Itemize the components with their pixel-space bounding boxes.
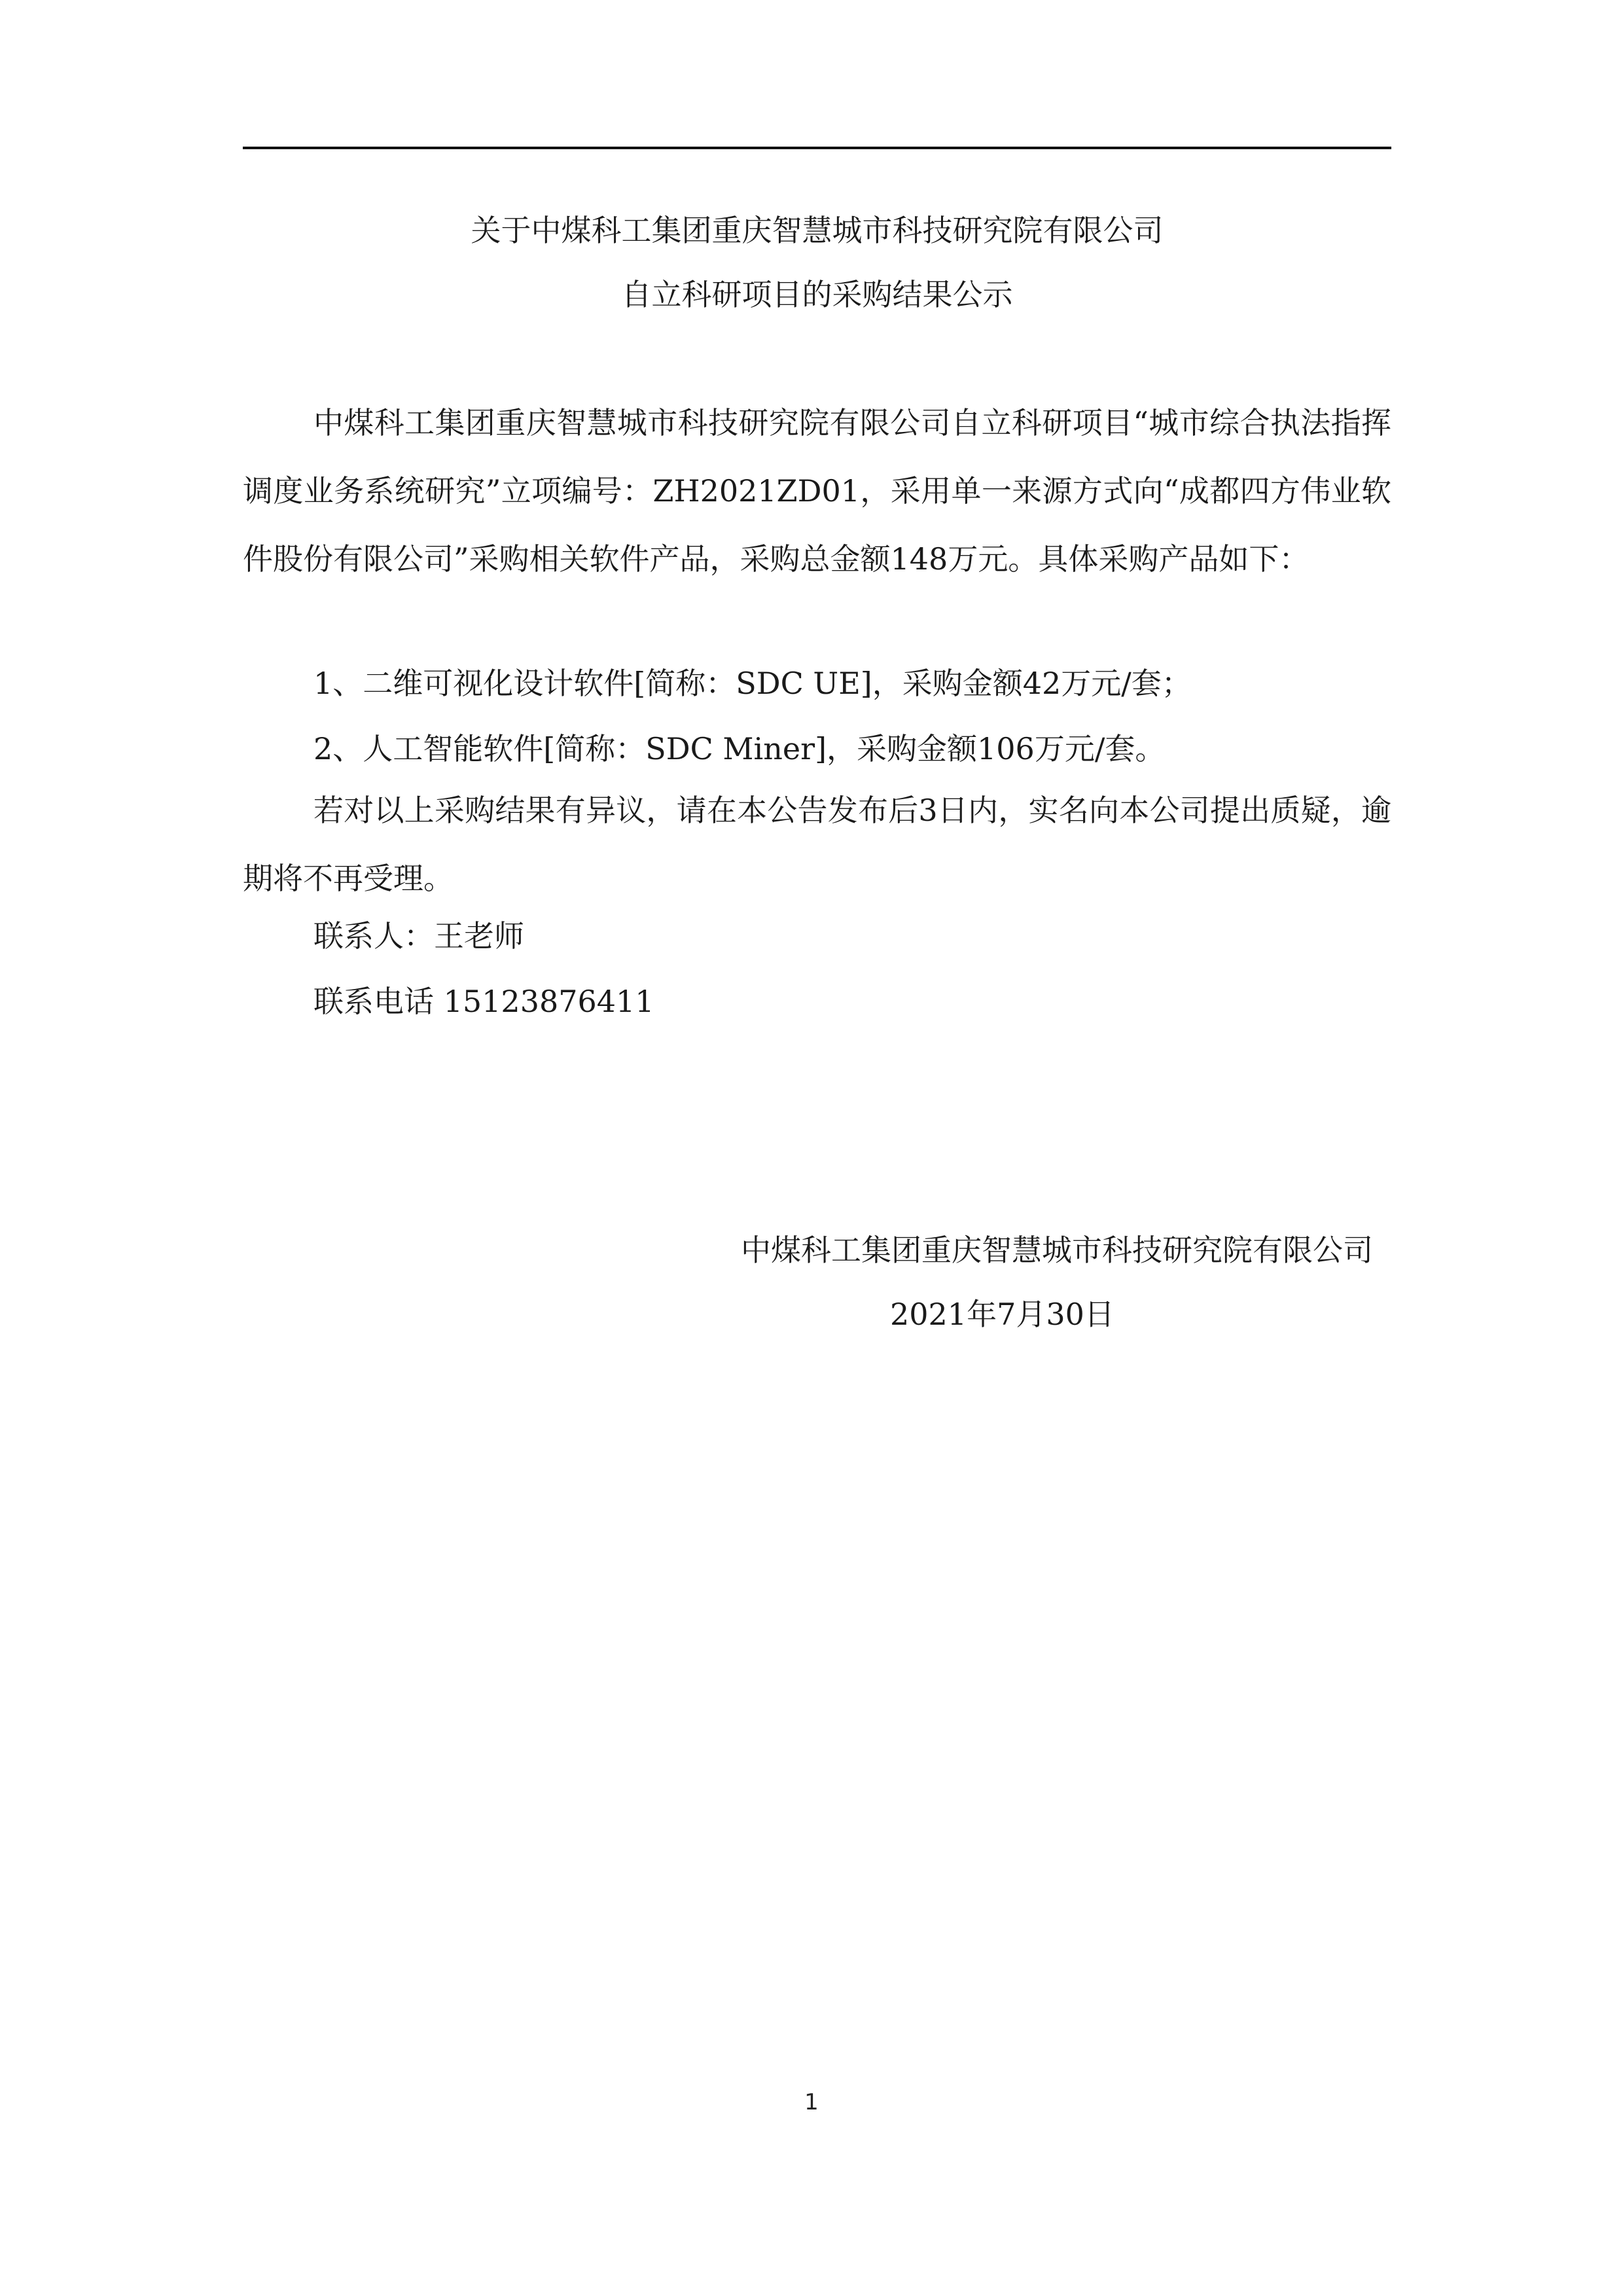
objection-paragraph-block [243,776,1391,912]
procurement-item-2: 2、人工智能软件[简称：SDC Miner]，采购金额106万元/套。 [313,731,1166,766]
page-number: 1 [804,2089,819,2115]
document-title-line-2: 自立科研项目的采购结果公示 [621,277,1013,312]
intro-paragraph: 中煤科工集团重庆智慧城市科技研究院有限公司自立科研项目“城市综合执法指挥调度业务系统研究”立项编号：ZH2021ZD01，采用单一来源方式向“成都四方伟业软件股份有限公司”采购相关软件产品，采购总金额148万元。具体采购产品如下： [243,405,1391,577]
objection-paragraph: 若对以上采购结果有异议，请在本公告发布后3日内，实名向本公司提出质疑，逾期将不再受理。 [243,793,1391,896]
procurement-item-1: 1、二维可视化设计软件[简称：SDC UE]，采购金额42万元/套； [313,666,1192,701]
contact-phone: 联系电话 15123876411 [313,984,654,1019]
document-title-line-1: 关于中煤科工集团重庆智慧城市科技研究院有限公司 [471,213,1164,248]
signature-date: 2021年7月30日 [890,1297,1115,1332]
intro-paragraph-block [243,389,1391,593]
contact-person: 联系人：王老师 [313,918,524,954]
header-rule [243,147,1391,149]
signature-organization: 中煤科工集团重庆智慧城市科技研究院有限公司 [741,1232,1373,1268]
